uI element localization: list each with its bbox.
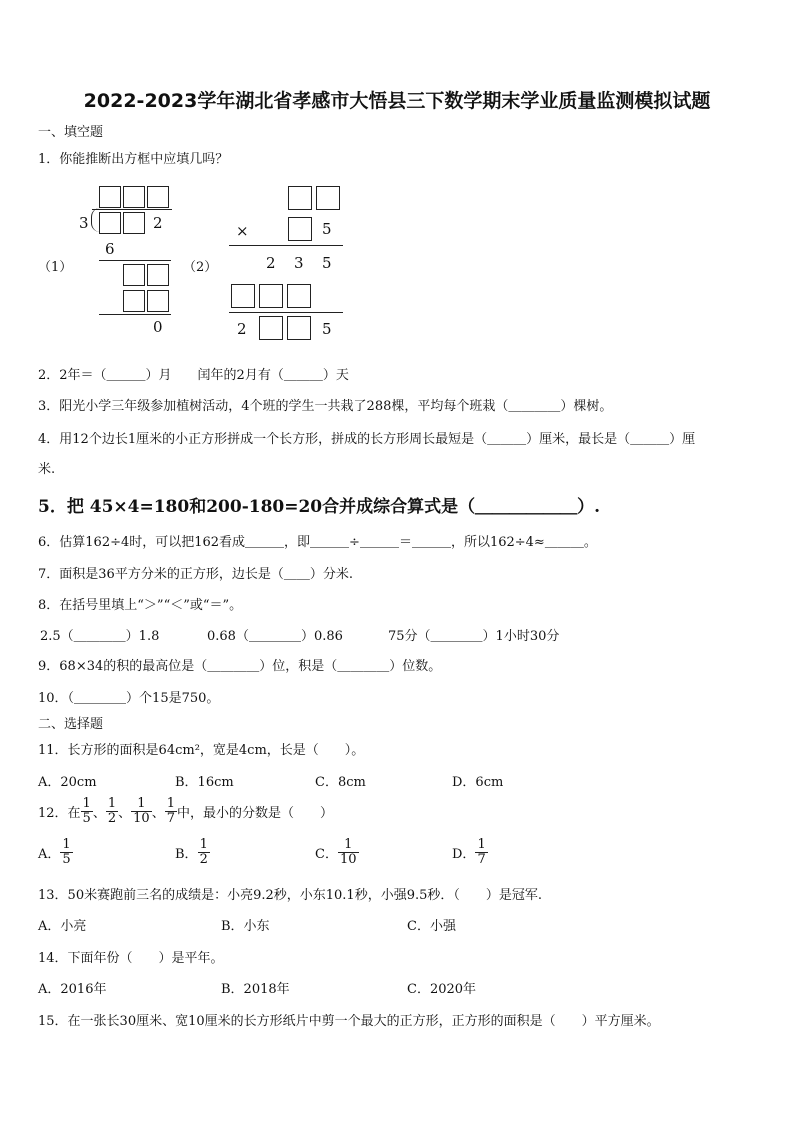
answer-box[interactable]: [123, 290, 145, 312]
question-4-continued: 米.: [38, 462, 56, 477]
answer-box[interactable]: [288, 186, 312, 210]
question-1: 1．你能推断出方框中应填几吗？: [38, 152, 229, 167]
answer-box[interactable]: [123, 264, 145, 286]
q11-option-c[interactable]: C．8cm: [315, 775, 366, 790]
fraction: $\frac{1}{10}$: [133, 796, 150, 826]
question-11: 11．长方形的面积是64cm²，宽是4cm，长是（ ）。: [38, 743, 365, 758]
fraction: $\frac{1}{5}$: [82, 796, 91, 826]
question-6: 6．估算162÷4时，可以把162看成＿＿＿，即＿＿＿÷＿＿＿＝＿＿＿，所以162÷4≈＿＿＿。: [38, 535, 597, 550]
q14-option-a[interactable]: A．2016年: [38, 982, 107, 997]
q13-option-b[interactable]: B．小东: [221, 919, 270, 934]
multiplier-digit: 5: [322, 220, 332, 238]
question-2: 2．2年＝（＿＿＿）月 闰年的2月有（＿＿＿）天: [38, 368, 349, 383]
result-digit: 2: [237, 320, 247, 338]
q11-option-b[interactable]: B．16cm: [175, 775, 234, 790]
q12-separator: 、: [92, 805, 106, 821]
answer-box[interactable]: [147, 186, 169, 208]
question-10: 10．（＿＿＿＿）个15是750。: [38, 691, 220, 706]
q1-part1-label: （1）: [38, 260, 73, 275]
subtraction-line: [99, 314, 171, 315]
answer-box[interactable]: [287, 284, 311, 308]
q11-option-a[interactable]: A．20cm: [38, 775, 97, 790]
q12-suffix: 中，最小的分数是（ ）: [176, 805, 333, 821]
question-3: 3．阳光小学三年级参加植树活动，4个班的学生一共栽了288棵，平均每个班栽（＿＿＿＿）棵树。: [38, 399, 613, 414]
fraction: $\frac{1}{7}$: [166, 796, 175, 826]
q14-option-b[interactable]: B．2018年: [221, 982, 290, 997]
remainder-digit: 0: [153, 318, 163, 336]
question-15: 15．在一张长30厘米、宽10厘米的长方形纸片中剪一个最大的正方形，正方形的面积是（ ）平方厘米。: [38, 1014, 660, 1029]
q13-option-a[interactable]: A．小亮: [38, 919, 87, 934]
question-12: [38, 797, 333, 825]
section-choice-heading: 二、选择题: [38, 717, 104, 732]
partial-digit: 5: [322, 254, 332, 272]
answer-box[interactable]: [99, 212, 121, 234]
q13-option-c[interactable]: C．小强: [407, 919, 456, 934]
product-digit: 6: [105, 240, 115, 258]
answer-box[interactable]: [99, 186, 121, 208]
answer-box[interactable]: [147, 290, 169, 312]
answer-box[interactable]: [123, 186, 145, 208]
section-fill-heading: 一、填空题: [38, 125, 104, 140]
q12-prefix: 12．在: [38, 805, 81, 821]
dividend-digit: 2: [153, 214, 163, 232]
answer-box[interactable]: [259, 316, 283, 340]
q12-separator: 、: [151, 805, 165, 821]
q12-option-a[interactable]: A． $\frac{1}{5}$: [38, 837, 71, 867]
q8-item-3: 75分（＿＿＿＿）1小时30分: [388, 629, 560, 644]
divisor-digit: 3: [79, 214, 89, 232]
question-8: 8．在括号里填上“＞”“＜”或“＝”。: [38, 598, 243, 613]
question-9: 9．68×34的积的最高位是（＿＿＿＿）位，积是（＿＿＿＿）位数。: [38, 659, 442, 674]
answer-box[interactable]: [287, 316, 311, 340]
question-5: 5．把 45×4=180和200-180=20合并成综合算式是（＿＿＿＿＿＿）.: [38, 497, 601, 517]
q12-option-b[interactable]: B． $\frac{1}{2}$: [175, 837, 208, 867]
result-digit: 5: [322, 320, 332, 338]
q1-part2-label: （2）: [183, 260, 218, 275]
answer-box[interactable]: [147, 264, 169, 286]
q11-option-d[interactable]: D．6cm: [452, 775, 504, 790]
question-4: 4．用12个边长1厘米的小正方形拼成一个长方形，拼成的长方形周长最短是（＿＿＿）厘米，最长是（＿＿＿）厘: [38, 432, 696, 447]
q12-option-d[interactable]: D． $\frac{1}{7}$: [452, 837, 486, 867]
multiply-sign: ×: [236, 222, 249, 240]
q12-separator: 、: [118, 805, 132, 821]
partial-digit: 3: [294, 254, 304, 272]
fraction: $\frac{1}{2}$: [107, 796, 117, 826]
question-14: 14．下面年份（ ）是平年。: [38, 951, 224, 966]
q8-item-1: 2.5（＿＿＿＿）1.8: [40, 629, 160, 644]
product-line: [229, 245, 343, 246]
partial-digit: 2: [266, 254, 276, 272]
answer-box[interactable]: [123, 212, 145, 234]
q8-item-2: 0.68（＿＿＿＿）0.86: [207, 629, 343, 644]
answer-box[interactable]: [316, 186, 340, 210]
page-title: 2022-2023学年湖北省孝感市大悟县三下数学期末学业质量监测模拟试题: [83, 90, 711, 112]
question-7: 7．面积是36平方分米的正方形，边长是（＿＿）分米.: [38, 567, 353, 582]
q12-option-c[interactable]: C． $\frac{1}{10}$: [315, 837, 357, 867]
q14-option-c[interactable]: C．2020年: [407, 982, 477, 997]
subtraction-line: [99, 260, 171, 261]
answer-box[interactable]: [231, 284, 255, 308]
division-bar: [92, 209, 172, 210]
answer-box[interactable]: [259, 284, 283, 308]
sum-line: [229, 312, 343, 313]
answer-box[interactable]: [288, 217, 312, 241]
question-13: 13．50米赛跑前三名的成绩是：小亮9.2秒，小东10.1秒，小强9.5秒．（ ）是冠军.: [38, 888, 543, 903]
